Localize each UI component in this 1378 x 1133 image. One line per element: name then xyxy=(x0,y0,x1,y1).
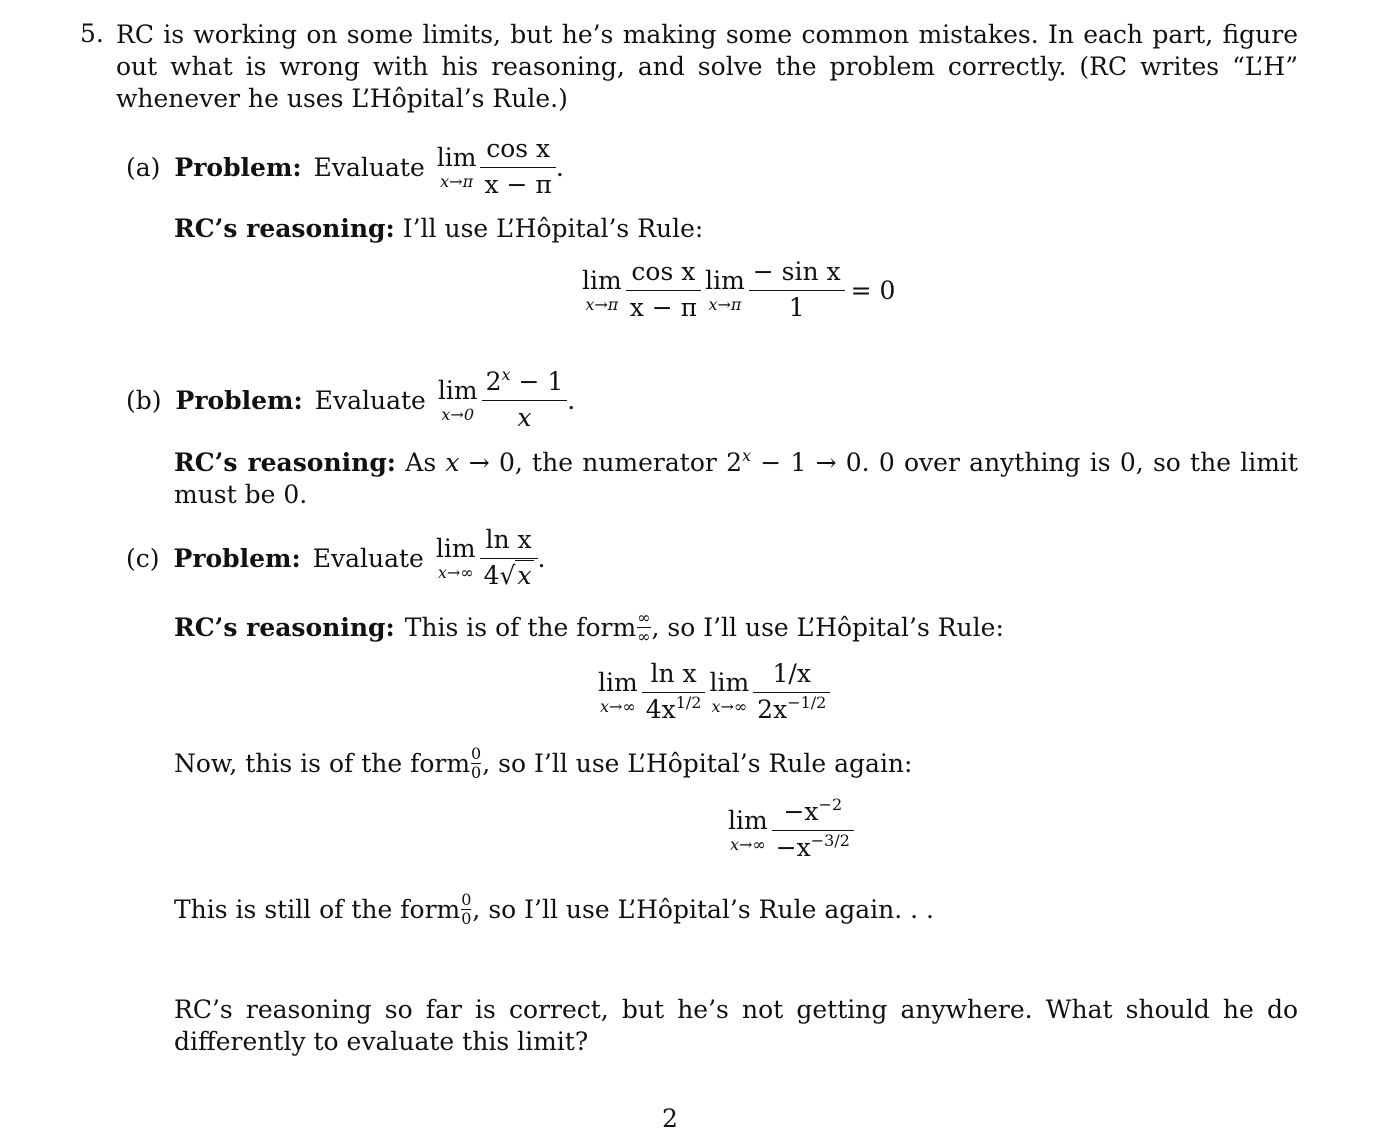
infinity-over-infinity: ∞ ∞ xyxy=(637,608,651,646)
part-c-now-line: Now, this is of the form 0 0 , so I’ll use L’Hôpital’s Rule again: xyxy=(174,744,913,782)
part-b-problem: (b) Problem: Evaluate lim x→0 $\frac{2^x - 1}{x}$ . xyxy=(126,365,576,432)
fraction: $\frac{\text{− sin x}}{1}$ xyxy=(749,258,845,323)
part-a-reasoning xyxy=(174,216,703,241)
part-c-reasoning: RC’s reasoning: This is of the form ∞ ∞ , so I’ll use L’Hôpital’s Rule: xyxy=(174,608,1004,646)
problem-label: Problem: xyxy=(174,152,302,182)
limit-operator: lim x→∞ xyxy=(598,667,638,716)
part-c-problem: (c) Problem: Evaluate lim x→∞ $\frac{\text{ln x}}{4√x}$ . xyxy=(126,525,546,590)
limit-fraction: $\frac{2^x - 1}{x}$ xyxy=(482,368,568,433)
reasoning-label: RC’s reasoning: xyxy=(174,448,397,477)
reasoning-label: RC’s reasoning: xyxy=(174,214,395,243)
evaluate-word: Evaluate xyxy=(313,152,425,182)
zero-over-zero: 0 0 xyxy=(461,890,472,928)
limit-operator: lim x→π xyxy=(436,142,477,191)
part-c-closing-question: RC’s reasoning so far is correct, but he’s not getting anywhere. What should he do differently to evaluate this limit? xyxy=(174,995,1298,1056)
part-c-still-line: This is still of the form 0 0 , so I’ll use L’Hôpital’s Rule again. . . xyxy=(174,890,934,928)
limit-operator: lim x→0 xyxy=(437,375,478,424)
part-c-display-equation-1 xyxy=(594,660,830,725)
fraction: $\frac{\text{ln x}}{4x^{1/2}}$ xyxy=(642,660,706,725)
page-number: 2 xyxy=(662,1104,678,1133)
limit-operator: lim x→π xyxy=(582,265,622,314)
result: = 0 xyxy=(850,275,896,305)
fraction: $\frac{\text{cos x}}{x - \pi}$ xyxy=(626,258,701,323)
limit-fraction: $\frac{\text{ln x}}{4√x}$ xyxy=(480,526,538,591)
part-a-problem: (a) Problem: Evaluate lim x→π $\frac{\text{cos x}}{x - \pi}$ . xyxy=(126,134,564,199)
limit-operator: lim x→∞ xyxy=(709,667,750,716)
fraction: $\frac{1/x}{2x^{-1/2}}$ xyxy=(753,660,830,725)
limit-fraction: $\frac{\text{cos x}}{x - \pi}$ xyxy=(480,135,555,200)
part-a-display-equation xyxy=(578,258,895,323)
evaluate-word: Evaluate xyxy=(314,385,426,415)
zero-over-zero: 0 0 xyxy=(471,744,482,782)
part-b-label: (b) xyxy=(126,385,162,415)
part-c-label: (c) xyxy=(126,543,160,573)
evaluate-word: Evaluate xyxy=(312,543,424,573)
problem-number: 5. xyxy=(80,19,104,48)
problem-label: Problem: xyxy=(173,543,301,573)
part-b-reasoning: RC’s reasoning: As x → 0, the numerator $2^x - 1 \to 0$. 0 over anything is 0, so the limit must be 0. xyxy=(174,446,1298,509)
part-a-label: (a) xyxy=(126,152,161,182)
limit-operator: lim x→∞ xyxy=(728,805,768,854)
fraction: $\frac{-x^{-2}}{-x^{-3/2}}$ xyxy=(772,798,854,863)
reasoning-label: RC’s reasoning: xyxy=(174,613,395,642)
part-c-display-equation-2 xyxy=(724,795,854,863)
problem-intro: RC is working on some limits, but he’s making some common mistakes. In each part, figure out what is wrong with his reasoning, and solve the problem correctly. (RC writes “L’H” whenever he uses L’Hôpital’s Rule.) xyxy=(116,20,1298,113)
limit-operator: lim x→∞ xyxy=(435,533,476,582)
reasoning-text: I’ll use L’Hôpital’s Rule: xyxy=(402,214,704,243)
problem-label: Problem: xyxy=(175,385,303,415)
limit-operator: lim x→π xyxy=(705,265,745,314)
